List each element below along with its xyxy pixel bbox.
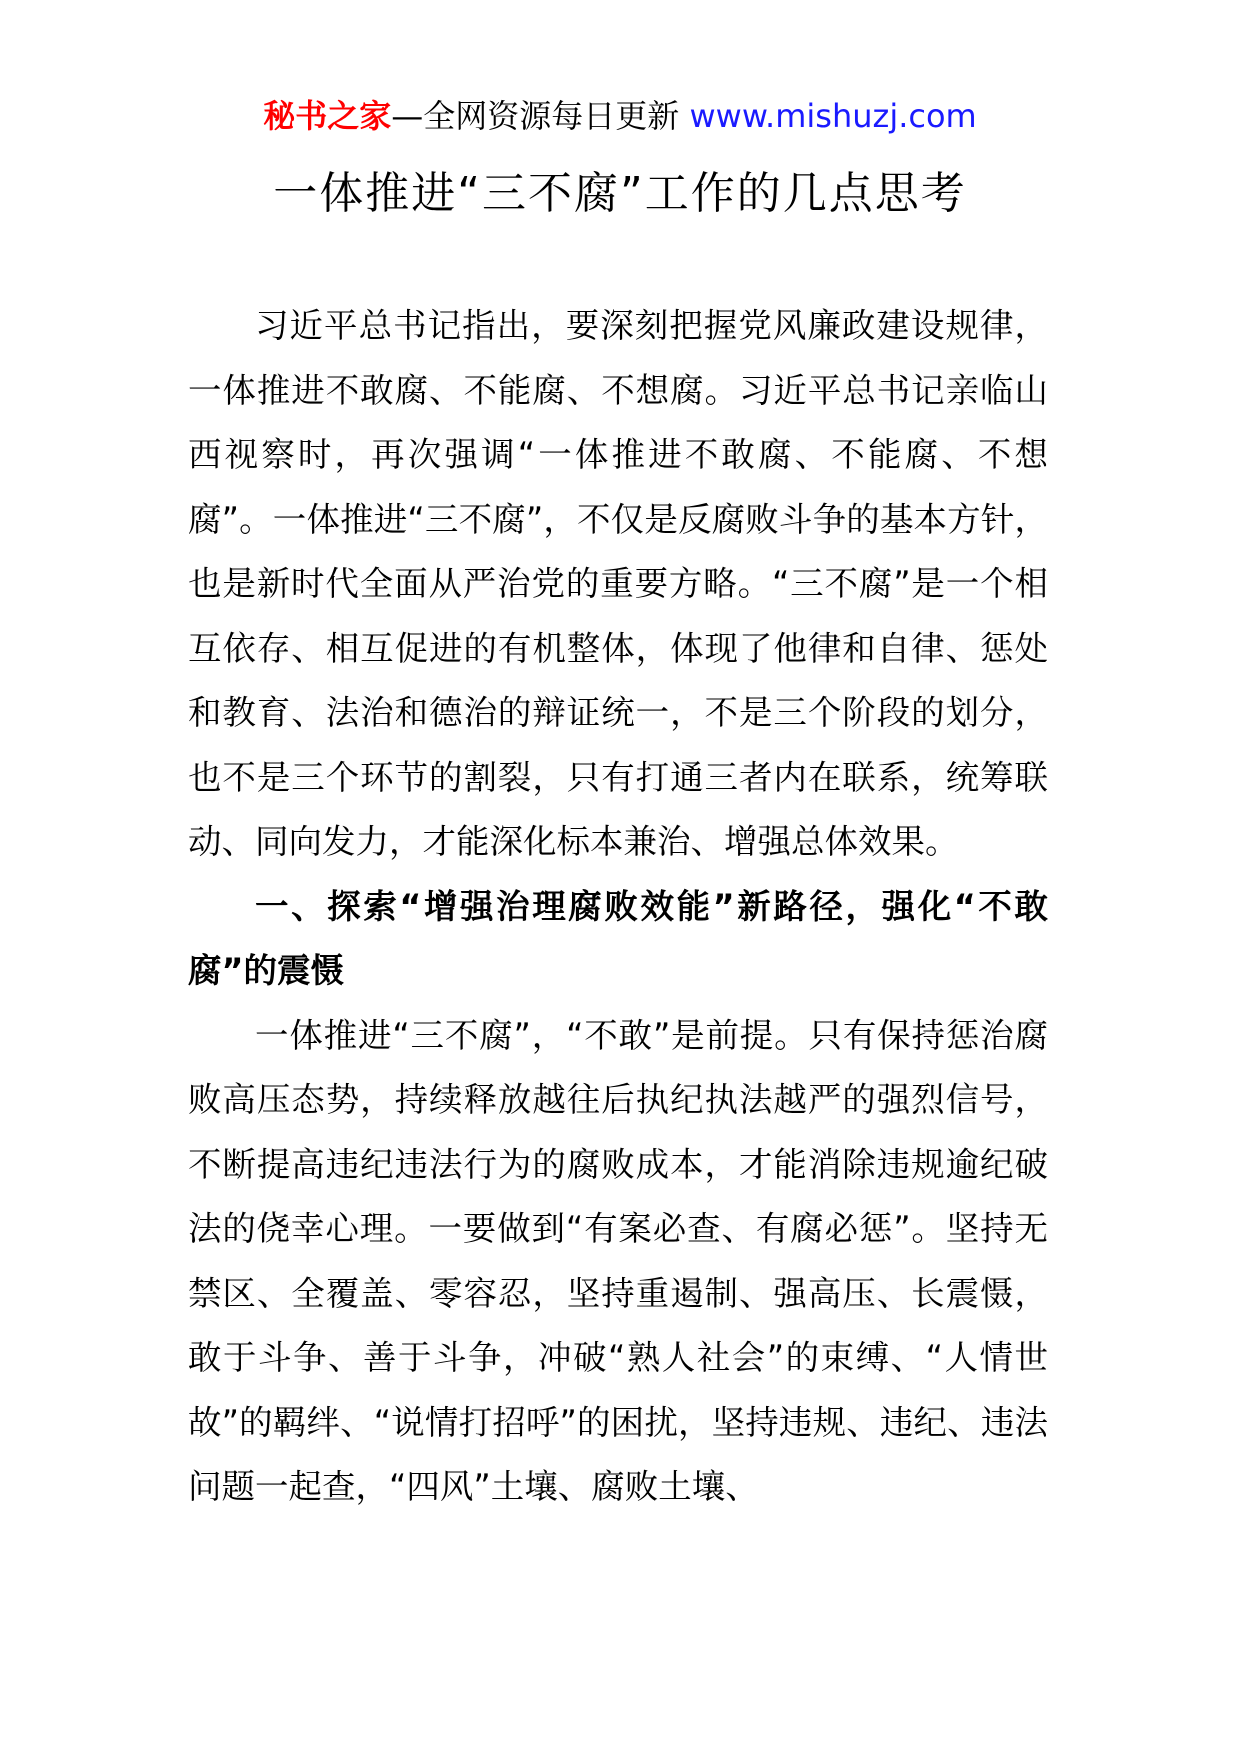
document-title: 一体推进“三不腐”工作的几点思考 bbox=[273, 168, 967, 219]
intro-paragraph: 习近平总书记指出，要深刻把握党风廉政建设规律，一体推进不敢腐、不能腐、不想腐。习近平总书记亲临山西视察时，再次强调“一体推进不敢腐、不能腐、不想腐”。一体推进“三不腐”，不仅是反腐败斗争的基本方针，也是新时代全面从严治党的重要方略。“三不腐”是一个相互依存、相互促进的有机整体，体现了他律和自律、惩处和教育、法治和德治的辩证统一，不是三个阶段的划分，也不是三个环节的割裂，只有打通三者内在联系，统筹联动、同向发力，才能深化标本兼治、增强总体效果。 bbox=[188, 306, 1048, 861]
site-brand: 秘书之家 bbox=[263, 97, 392, 135]
document-body bbox=[188, 294, 1048, 1520]
section-paragraph: 一体推进“三不腐”，“不敢”是前提。只有保持惩治腐败高压态势，持续释放越往后执纪执法越严的强烈信号，不断提高违纪违法行为的腐败成本，才能消除违规逾纪破法的侥幸心理。一要做到“有案必查、有腐必惩”。坚持无禁区、全覆盖、零容忍，坚持重遏制、强高压、长震慑，敢于斗争、善于斗争，冲破“熟人社会”的束缚、“人情世故”的羁绊、“说情打招呼”的困扰，坚持违规、违纪、违法问题一起查，“四风”土壤、腐败土壤、 bbox=[188, 1015, 1048, 1506]
site-url-link[interactable]: www.mishuzj.com bbox=[689, 97, 977, 135]
site-header bbox=[0, 94, 1240, 138]
site-tagline: —全网资源每日更新 bbox=[391, 97, 690, 135]
section-heading: 一、探索“增强治理腐败效能”新路径，强化“不敢腐”的震慑 bbox=[188, 886, 1048, 990]
